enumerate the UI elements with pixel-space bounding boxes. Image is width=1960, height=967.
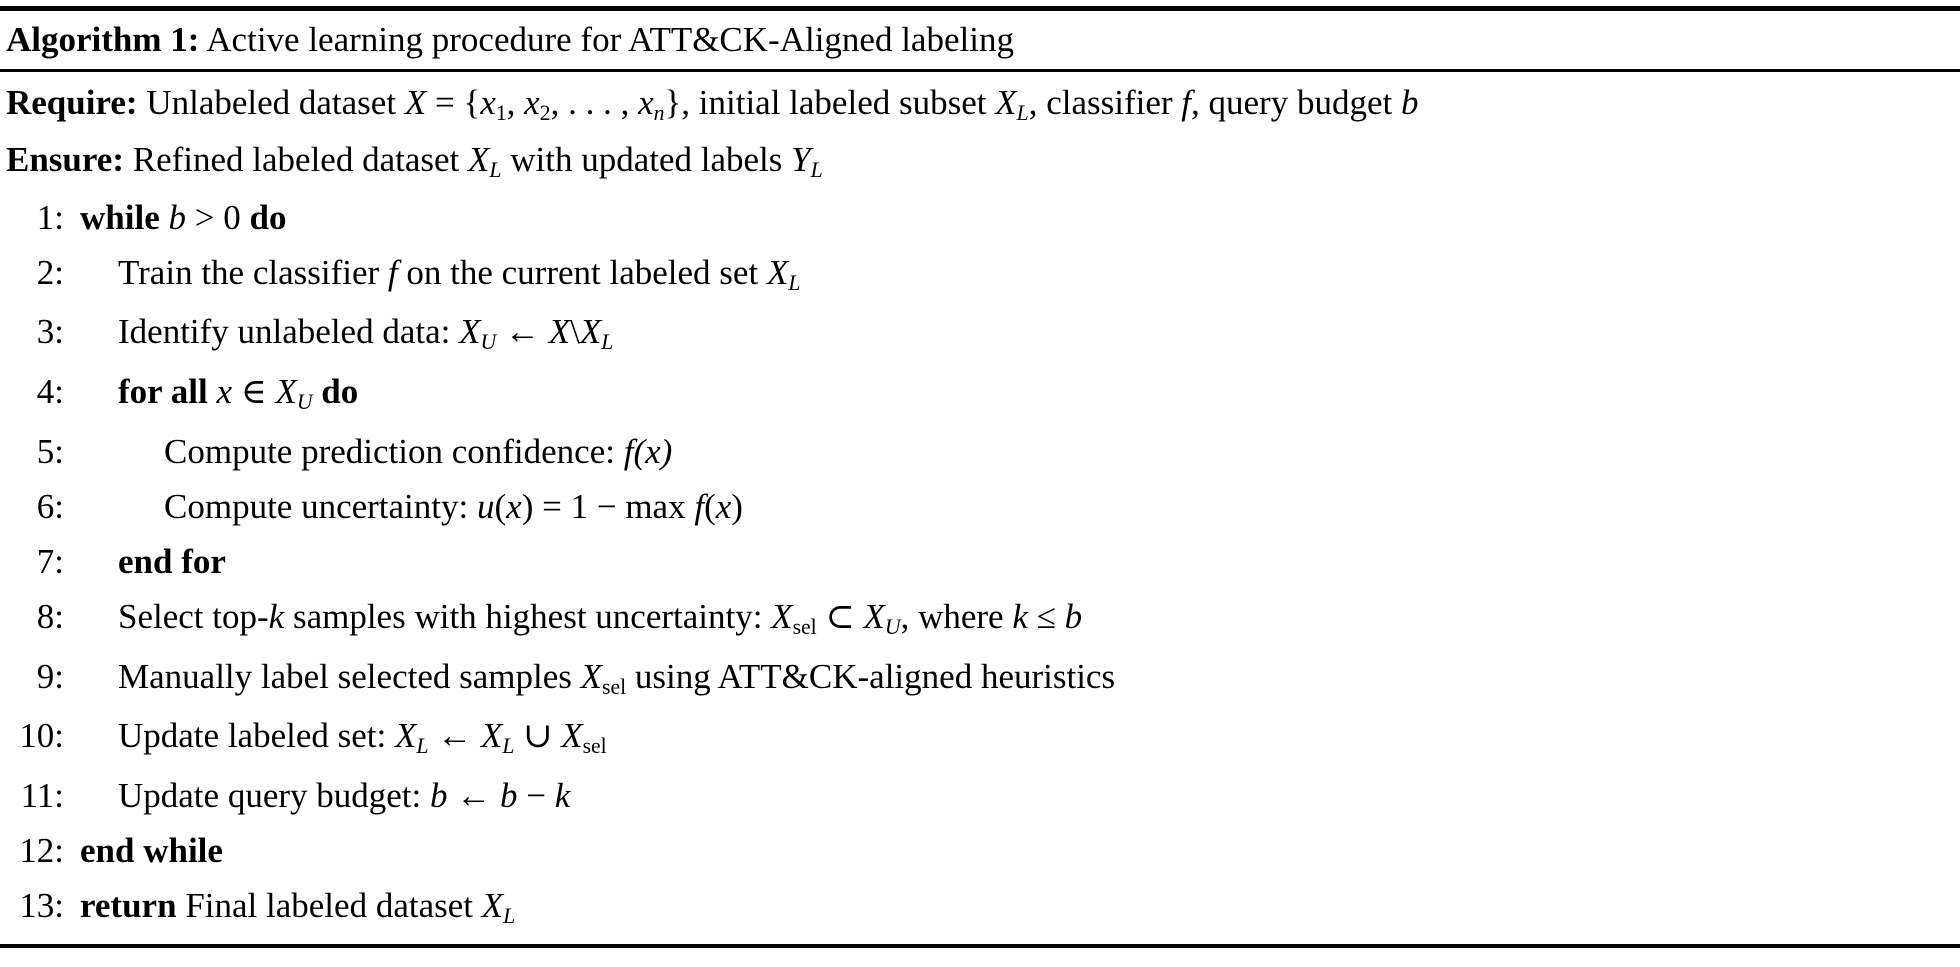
paren-close-2: ) — [731, 486, 743, 526]
var-xsel: X — [580, 656, 603, 696]
var-b: b — [168, 197, 186, 237]
step-text-1: Compute uncertainty: — [164, 486, 477, 526]
ensure-text-2: with updated labels — [501, 139, 792, 179]
var-xl-sub: L — [601, 330, 614, 355]
algorithm-steps — [0, 186, 1960, 944]
var-xu: X — [459, 312, 481, 352]
var-xl-2: X — [480, 716, 503, 756]
paren-close: ) — [521, 486, 534, 526]
var-u: u — [476, 486, 495, 526]
keyword-do: do — [321, 372, 359, 412]
var-xsel: X — [771, 596, 793, 636]
step-body — [72, 656, 1960, 699]
var-xl-sub: L — [788, 270, 801, 295]
require-eq: = — [426, 83, 464, 122]
step-body — [72, 486, 1960, 526]
var-xl-sub: L — [416, 734, 429, 759]
subset-op: ⊂ — [816, 596, 864, 636]
step-row — [0, 304, 1960, 364]
step-row — [0, 479, 1960, 534]
assign-arrow: ← — [496, 312, 549, 352]
step-row — [0, 534, 1960, 589]
var-xsel-sub: sel — [602, 674, 627, 699]
ensure-yl-sub: L — [810, 157, 823, 182]
require-f: f — [1181, 83, 1191, 122]
ensure-xl-sub: L — [489, 157, 502, 182]
var-xsel-sub: sel — [792, 614, 817, 639]
step-row — [0, 589, 1960, 649]
step-text-1: Select top- — [118, 596, 269, 636]
step-row — [0, 649, 1960, 709]
step-text-2: samples with highest uncertainty: — [284, 596, 772, 636]
step-body — [72, 831, 1960, 871]
require-xn: x — [638, 83, 654, 122]
ensure-keyword: Ensure: — [6, 139, 124, 179]
step-row — [0, 708, 1960, 768]
step-number: 13: — [19, 886, 64, 926]
step-text-1: Update query budget: — [118, 776, 430, 816]
assign-arrow: ← — [428, 716, 481, 756]
require-brace-close: } — [664, 83, 682, 122]
var-xu: X — [863, 596, 885, 636]
keyword-while: while — [80, 197, 160, 237]
algorithm-title-text: Active learning procedure for ATT&CK-Aligned labeling — [206, 20, 1014, 59]
step-number: 10: — [19, 716, 64, 756]
keyword-for-all: for all — [118, 372, 208, 412]
step-row — [0, 823, 1960, 878]
var-xsel: X — [561, 716, 583, 756]
require-xl-sub: L — [1016, 101, 1029, 126]
step-number: 9: — [36, 656, 64, 696]
step-body — [72, 431, 1960, 471]
var-xu-sub: U — [884, 614, 901, 639]
expr-fx: f(x) — [623, 431, 673, 471]
step-number: 8: — [36, 596, 64, 636]
ensure-yl: Y — [791, 139, 811, 179]
step-row — [0, 768, 1960, 823]
algorithm-block — [0, 6, 1960, 948]
step-body — [72, 596, 1960, 639]
require-text-3: , classifier — [1028, 83, 1182, 122]
var-xu: X — [275, 372, 297, 412]
step-row — [0, 245, 1960, 305]
var-xu-sub: U — [296, 390, 313, 415]
var-k-2: k — [1012, 596, 1028, 636]
require-var-x: X — [404, 83, 427, 122]
step-text-3: , where — [900, 596, 1013, 636]
var-x: x — [506, 486, 522, 526]
step-row — [0, 878, 1960, 938]
require-b: b — [1400, 83, 1419, 122]
step-number: 3: — [36, 312, 64, 352]
var-xl-sub: L — [503, 904, 516, 929]
step-text-1: Manually label selected samples — [118, 656, 581, 696]
var-b: b — [430, 776, 448, 816]
var-k: k — [554, 776, 571, 816]
var-b: b — [1064, 596, 1083, 636]
element-of-op: ∈ — [232, 372, 276, 412]
rule-bottom — [0, 944, 1960, 948]
step-row — [0, 190, 1960, 245]
var-x-2: x — [715, 486, 732, 526]
step-text-1: Update labeled set: — [118, 716, 395, 756]
step-number: 2: — [36, 252, 64, 292]
setminus-backslash: \ — [570, 312, 580, 352]
step-body — [72, 888, 1960, 928]
require-x1: x — [480, 83, 496, 122]
step-text-1: Train the classifier — [118, 252, 388, 292]
step-number: 7: — [36, 541, 64, 581]
union-op: ∪ — [514, 716, 562, 756]
step-number: 1: — [36, 197, 64, 237]
assign-arrow: ← — [447, 776, 500, 816]
step-number: 11: — [20, 776, 64, 816]
paren-open-2: ( — [704, 486, 716, 526]
uncertainty-expr: = 1 − max — [533, 486, 695, 526]
step-number: 4: — [36, 372, 64, 412]
keyword-end-for: end for — [118, 541, 226, 581]
var-xl-2-sub: L — [502, 734, 515, 759]
require-text-2: , initial labeled subset — [681, 83, 996, 122]
require-x1-sub: 1 — [495, 101, 507, 126]
require-line — [0, 72, 1960, 129]
algorithm-title — [0, 11, 1960, 69]
keyword-end-while: end while — [80, 831, 223, 871]
step-text-2: using ATT&CK-aligned heuristics — [626, 656, 1116, 696]
step-number: 5: — [36, 431, 64, 471]
step-body — [72, 374, 1960, 414]
leq-op: ≤ — [1027, 596, 1065, 636]
algorithm-title-label: Algorithm 1: — [6, 20, 200, 59]
step-text-1: Compute prediction confidence: — [164, 431, 624, 471]
var-f: f — [387, 252, 398, 292]
var-xu-sub: U — [480, 330, 497, 355]
var-f: f — [694, 486, 705, 526]
require-keyword: Require: — [6, 83, 138, 122]
require-xl: X — [995, 83, 1017, 122]
ensure-text-1: Refined labeled dataset — [132, 139, 469, 179]
step-body — [72, 197, 1960, 237]
step-body — [72, 718, 1960, 758]
step-body — [72, 314, 1960, 354]
step-row — [0, 364, 1960, 424]
keyword-do: do — [249, 197, 287, 237]
require-x2-sub: 2 — [539, 101, 551, 126]
keyword-return: return — [80, 886, 177, 926]
step-text-1: Identify unlabeled data: — [118, 312, 460, 352]
ensure-line — [0, 129, 1960, 186]
step-text-2: on the current labeled set — [397, 252, 767, 292]
var-k: k — [268, 596, 285, 636]
var-x: X — [548, 312, 571, 352]
require-text-1: Unlabeled dataset — [146, 83, 405, 122]
var-xl: X — [579, 312, 602, 352]
comparison-op: > 0 — [185, 197, 250, 237]
var-b-2: b — [500, 776, 518, 816]
step-number: 12: — [19, 831, 64, 871]
step-body — [72, 541, 1960, 581]
require-comma-2: , . . . , — [550, 83, 639, 122]
step-text-1: Final labeled dataset — [176, 886, 482, 926]
ensure-xl: X — [468, 139, 490, 179]
require-brace-open: { — [463, 83, 481, 122]
require-comma-1: , — [506, 83, 525, 122]
step-row — [0, 424, 1960, 479]
var-xl: X — [766, 252, 789, 292]
require-xn-sub: n — [653, 101, 665, 126]
step-number: 6: — [36, 486, 64, 526]
var-xl: X — [394, 716, 417, 756]
minus-op: − — [517, 776, 555, 816]
paren-open: ( — [494, 486, 507, 526]
var-x: x — [216, 372, 233, 412]
var-xsel-sub: sel — [582, 734, 607, 759]
require-x2: x — [524, 83, 540, 122]
require-text-4: , query budget — [1191, 83, 1401, 122]
step-body — [72, 776, 1960, 816]
step-body — [72, 252, 1960, 295]
var-xl: X — [481, 886, 504, 926]
